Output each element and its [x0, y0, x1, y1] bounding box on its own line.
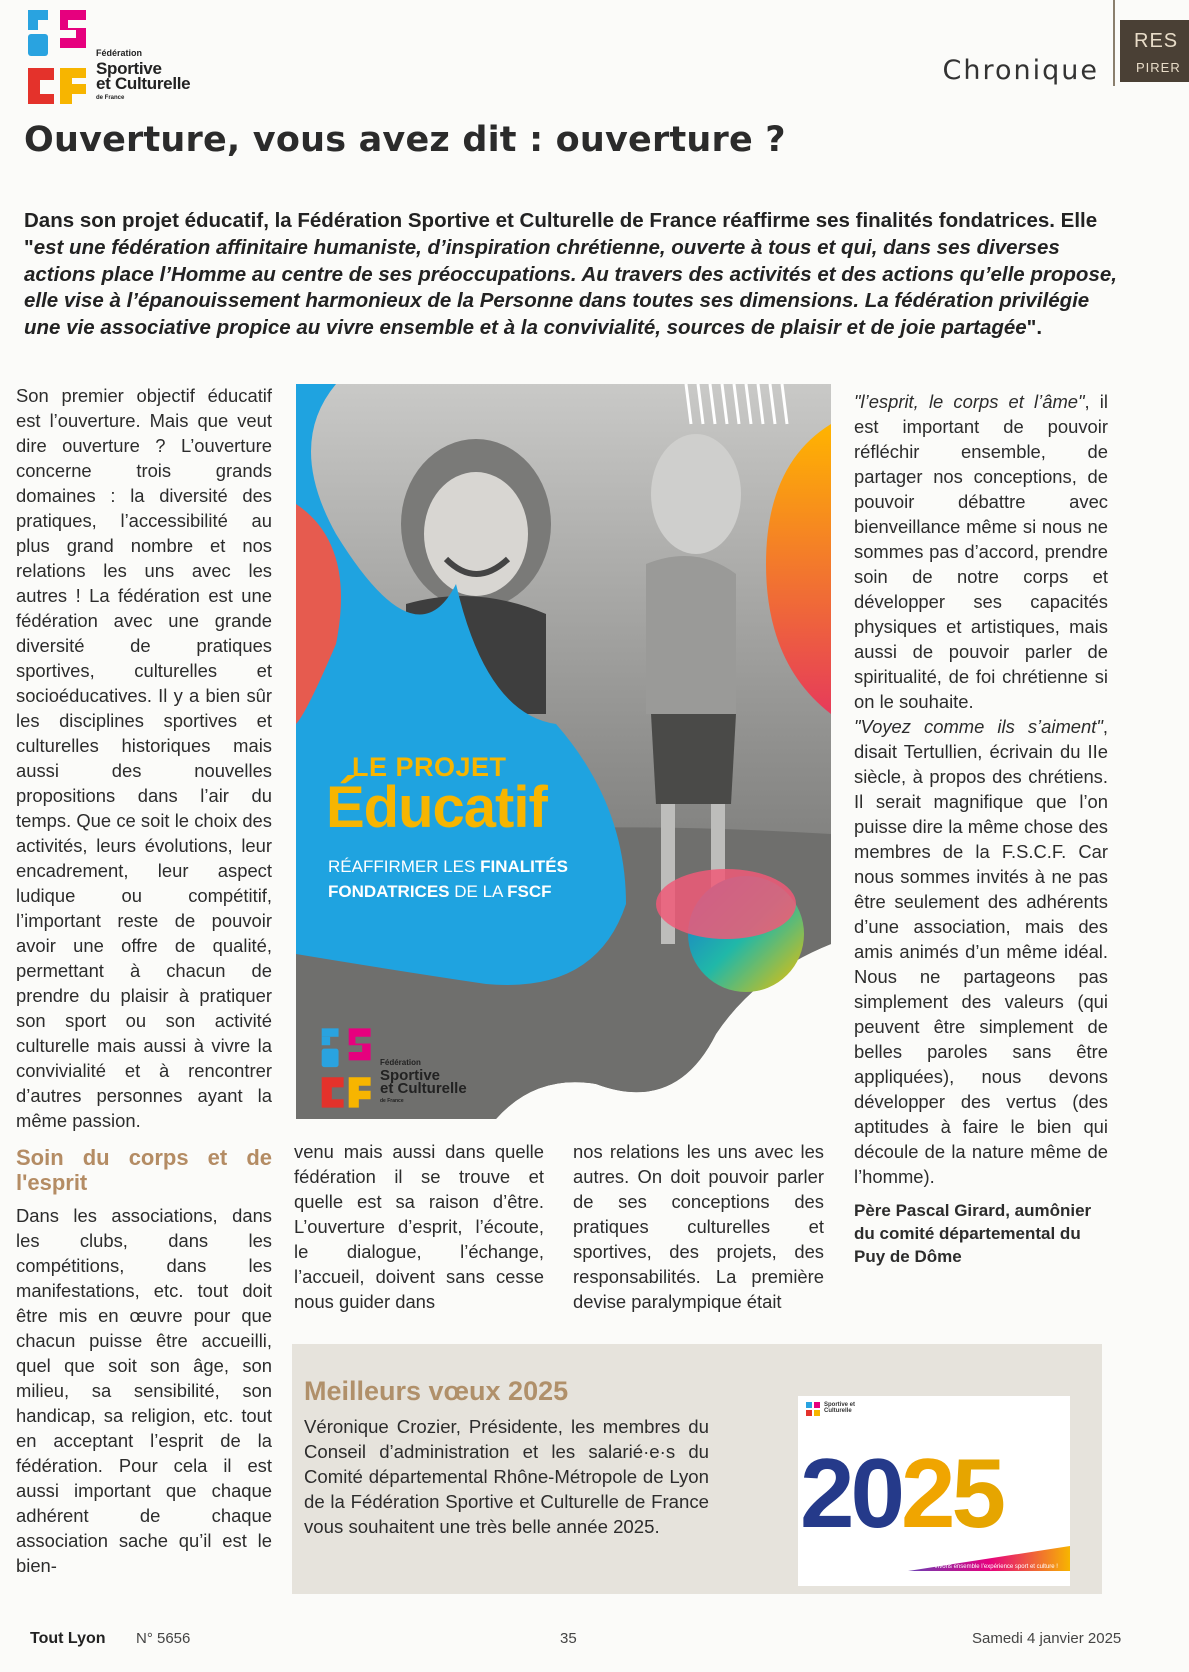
- poster-image: [296, 384, 831, 1119]
- logo-line1: Sportive: [96, 59, 162, 78]
- poster-logo-line1: Sportive: [380, 1067, 441, 1084]
- poster-logo-mark: [320, 1024, 374, 1112]
- logo-tiny-text: de France: [96, 95, 125, 101]
- footer-page-number: 35: [560, 1630, 577, 1647]
- fscf-logo-mark: [26, 8, 90, 106]
- greetings-box: [292, 1344, 1102, 1594]
- col4-text-2: , disait Tertullien, écrivain du IIe siècle, à propos des chrétiens. Il serait magnifique que l’on puisse dire la même chose des membres de la F.S.C.F. Car nous sommes invités à ne pas être seulement des adhérents d’une association, mais des amis animés d’un même idéal. Nous ne partageons pas simplement des valeurs (qui peuvent être simplement de belles paroles sans être appliquées), nous devons développer des vertus (des aptitudes à faire le bien qui découle de la nature même de l’homme).: [854, 716, 1108, 1187]
- col1-paragraph-1: Son premier objectif éducatif est l’ouverture. Mais que veut dire ouverture ? L’ouverture concerne trois grands domaines : la diversité des pratiques, l’accessibilité au plus grand nombre et nos relations les uns avec les autres ! La fédération est une fédération avec une grande diversité de pratiques sportives, culturelles et socioéducatives. Il y a bien sûr les disciplines sportives et culturelles historiques mais aussi des nouvelles propositions dans l’air du temps. Que ce soit le choix des activités, leurs évolutions, leur encadrement, leur aspect ludique ou compétitif, l’important reste de pouvoir avoir une offre de qualité, permettant à chacun de prendre du plaisir à pratiquer son sport ou son activité culturelle mais aussi à vivre la convivialité et à rencontrer d’autres personnes ayant la même passion.: [16, 385, 272, 1131]
- poster-sub-2a: FONDATRICES: [328, 882, 450, 901]
- logo-small-text: Fédération: [96, 48, 143, 58]
- col3-paragraph: nos relations les uns avec les autres. On doit pouvoir parler de ses conceptions des pratiques culturelles et sportives, des projets, des responsabilités. La première devise paralympique était: [573, 1141, 824, 1312]
- article-subtitle: Soin du corps et de l'esprit: [16, 1145, 272, 1195]
- article-lead: [24, 208, 1129, 342]
- card-year-part-3: 5: [951, 1438, 1003, 1548]
- col4-quote-1: "l’esprit, le corps et l’âme": [854, 391, 1085, 412]
- card-year-part-1: 20: [800, 1438, 902, 1548]
- lead-quote: est une fédération affinitaire humaniste, d’inspiration chrétienne, ouverte à tous et qui, dans ses diverses actions place l’Homme au centre de ses préoccupations. Au travers des activités et des actions qu’elle propose, elle vise à l’épanouissement harmonieux de la Personne dans toutes ses dimensions. La fédération privilégie une vie associative propice au vivre ensemble et à la convivialité, sources de plaisir et de joie partagée: [24, 235, 1117, 340]
- header-divider: [1113, 0, 1115, 86]
- column-4: [854, 389, 1108, 1268]
- column-2: [294, 1139, 544, 1314]
- col2-paragraph: venu mais aussi dans quelle fédération il se trouve et quelle est sa raison d’être. L’ouverture d’esprit, l’écoute, le dialogue, l’échange, l’accueil, doivent sans cesse nous guider dans: [294, 1141, 544, 1312]
- greetings-text: Véronique Crozier, Présidente, les membres du Conseil d’administration et les salarié·e·s du Comité départemental Rhône-Métropole de Lyon de la Fédération Sportive et Culturelle de France vous souhaitent une très belle année 2025.: [304, 1416, 709, 1537]
- card-tagline: Vivons ensemble l’expérience sport et culture !: [934, 1564, 1058, 1570]
- poster-subtitle-line1: [328, 854, 568, 879]
- col4-paragraph-2: [854, 714, 1108, 1189]
- column-1: [16, 383, 272, 1578]
- footer-issue: N° 5656: [136, 1630, 191, 1647]
- col4-text-1: , il est important de pouvoir réfléchir ensemble, de partager nos conceptions, de pouvoir débattre avec bienveillance même si nous ne sommes pas d’accord, prendre soin de notre corps et développer ses capacités physiques et artistiques, mais aussi de pouvoir parler de spiritualité, de foi chrétienne si on le souhaite.: [854, 391, 1108, 712]
- poster-sub-2b: DE LA: [449, 882, 508, 901]
- poster-sub-1a: RÉAFFIRMER LES: [328, 857, 481, 876]
- col4-paragraph-1: [854, 389, 1108, 714]
- poster-heading-2: Éducatif: [326, 775, 547, 840]
- poster-sub-1b: FINALITÉS: [480, 857, 568, 876]
- poster-subtitle-line2: [328, 879, 568, 904]
- poster-logo: [320, 1024, 510, 1114]
- poster-logo-small: Fédération: [380, 1058, 421, 1067]
- greetings-card: [798, 1396, 1070, 1586]
- poster-logo-line2: et Culturelle: [380, 1080, 467, 1097]
- poster-sub-2c: FSCF: [507, 882, 552, 901]
- footer-publication: Tout Lyon: [30, 1630, 106, 1647]
- article-title: Ouverture, vous avez dit : ouverture ?: [24, 120, 786, 160]
- card-year-part-2: 2: [901, 1438, 952, 1548]
- poster-heading-1: LE PROJET: [352, 752, 507, 782]
- col1-paragraph-2: Dans les associations, dans les clubs, dans les compétitions, dans les manifestations, etc. tout doit être mis en œuvre pour que chacun puisse être accueilli, quel que soit son âge, son milieu, sa sensibilité, son handicap, sa religion, etc. tout en acceptant l’esprit de la fédération. Pour cela il est aussi important que chaque adhérent de chaque association sache qu’il est le bien-: [16, 1205, 272, 1576]
- logo-line2: et Culturelle: [96, 74, 191, 93]
- poster-logo-text: [380, 1056, 467, 1108]
- section-tab-bottom: PIRER: [1136, 60, 1181, 75]
- poster-logo-tiny: de France: [380, 1098, 404, 1104]
- lead-plain: Dans son projet éducatif, la Fédération Sportive et Culturelle de France réaffirme ses finalités fondatrices. Elle ": [24, 209, 1098, 259]
- section-tab: [1120, 20, 1189, 82]
- card-year: [800, 1438, 1002, 1548]
- article-signature: Père Pascal Girard, aumônier du comité départemental du Puy de Dôme: [854, 1201, 1092, 1266]
- section-tab-top: RES: [1134, 30, 1179, 52]
- lead-end: ".: [1026, 316, 1043, 340]
- col4-quote-2: "Voyez comme ils s’aiment": [854, 716, 1103, 737]
- fscf-logo: [26, 8, 216, 108]
- column-3: [573, 1139, 824, 1314]
- poster-subtitle: [328, 854, 568, 904]
- greetings-title: Meilleurs vœux 2025: [304, 1376, 569, 1406]
- footer-date: Samedi 4 janvier 2025: [972, 1630, 1122, 1647]
- card-logo-text: Sportive et Culturelle: [824, 1402, 856, 1414]
- section-rubric: Chronique: [942, 55, 1099, 86]
- fscf-logo-text: [96, 46, 190, 106]
